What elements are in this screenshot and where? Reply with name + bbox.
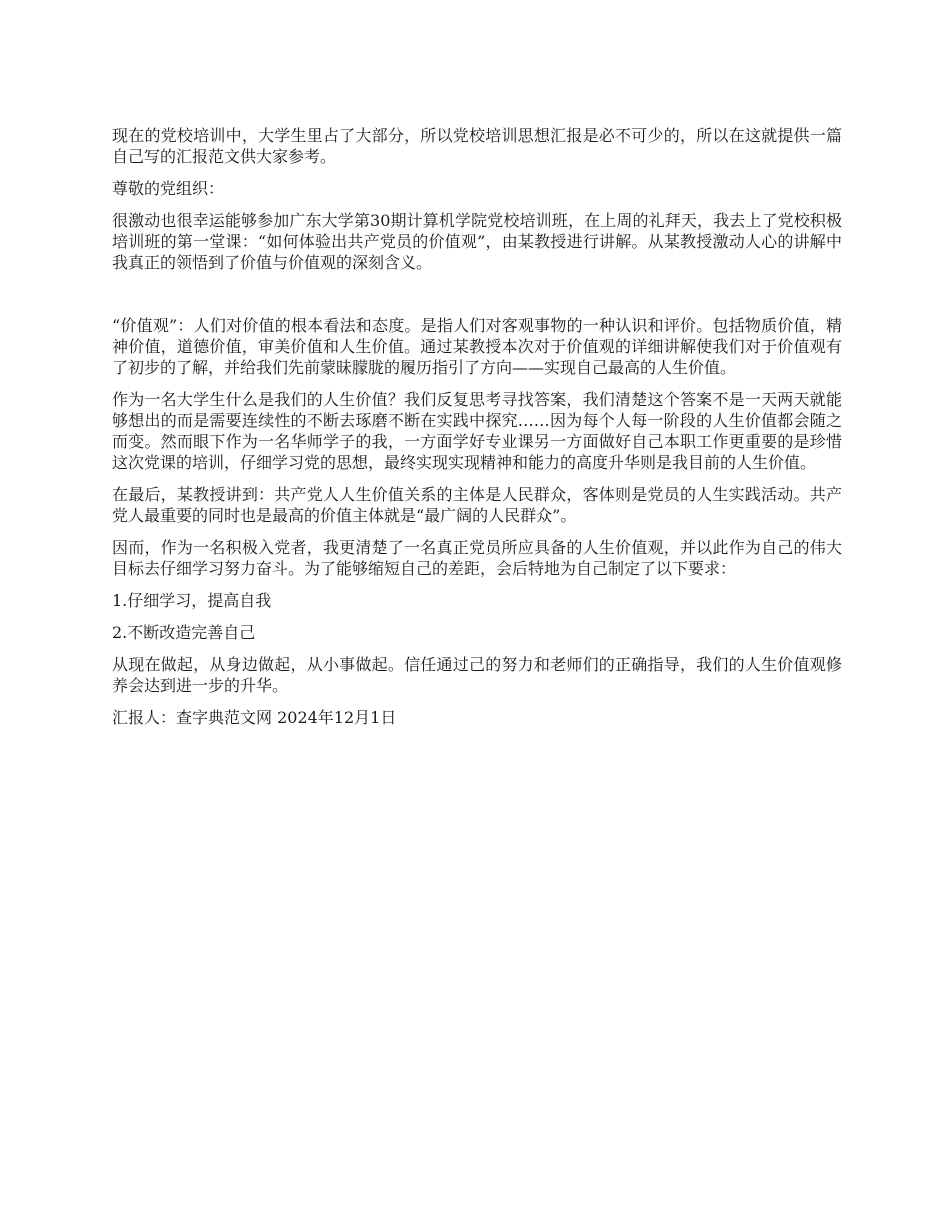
signature-line: 汇报人：查字典范文网 2024年12月1日: [112, 708, 397, 727]
intro-paragraph: 现在的党校培训中，大学生里占了大部分，所以党校培训思想汇报是必不可少的，所以在这就提供一篇自己写的汇报范文供大家参考。: [112, 126, 842, 166]
list-item: 1.仔细学习，提高自我: [112, 591, 272, 610]
body-paragraph: 因而，作为一名积极入党者，我更清楚了一名真正党员所应具备的人生价值观，并以此作为自己的伟大目标去仔细学习努力奋斗。为了能够缩短自己的差距，会后特地为自己制定了以下要求：: [112, 538, 842, 578]
body-paragraph: 作为一名大学生什么是我们的人生价值？我们反复思考寻找答案，我们清楚这个答案不是一天两天就能够想出的而是需要连续性的不断去琢磨不断在实践中探究……因为每个人每一阶段的人生价值都会随之而变。然而眼下作为一名华师学子的我，一方面学好专业课另一方面做好自己本职工作更重要的是珍惜这次党课的培训，仔细学习党的思想，最终实现实现精神和能力的高度升华则是我目前的人生价值。: [112, 390, 842, 472]
list-item: 2.不断改造完善自己: [112, 623, 256, 642]
salutation: 尊敬的党组织：: [112, 179, 225, 198]
closing-paragraph: 从现在做起，从身边做起，从小事做起。信任通过己的努力和老师们的正确指导，我们的人生价值观修养会达到进一步的升华。: [112, 655, 842, 695]
document-body: [112, 125, 842, 739]
body-paragraph: 在最后，某教授讲到：共产党人人生价值关系的主体是人民群众，客体则是党员的人生实践活动。共产党人最重要的同时也是最高的价值主体就是“最广阔的人民群众”。: [112, 485, 842, 525]
body-paragraph: 很激动也很幸运能够参加广东大学第30期计算机学院党校培训班，在上周的礼拜天，我去上了党校积极培训班的第一堂课：“如何体验出共产党员的价值观”，由某教授进行讲解。从某教授激动人心的讲解中我真正的领悟到了价值与价值观的深刻含义。: [112, 211, 842, 272]
body-paragraph: “价值观”：人们对价值的根本看法和态度。是指人们对客观事物的一种认识和评价。包括物质价值，精神价值，道德价值，审美价值和人生价值。通过某教授本次对于价值观的详细讲解使我们对于价值观有了初步的了解，并给我们先前蒙昧朦胧的履历指引了方向——实现自己最高的人生价值。: [112, 316, 842, 377]
